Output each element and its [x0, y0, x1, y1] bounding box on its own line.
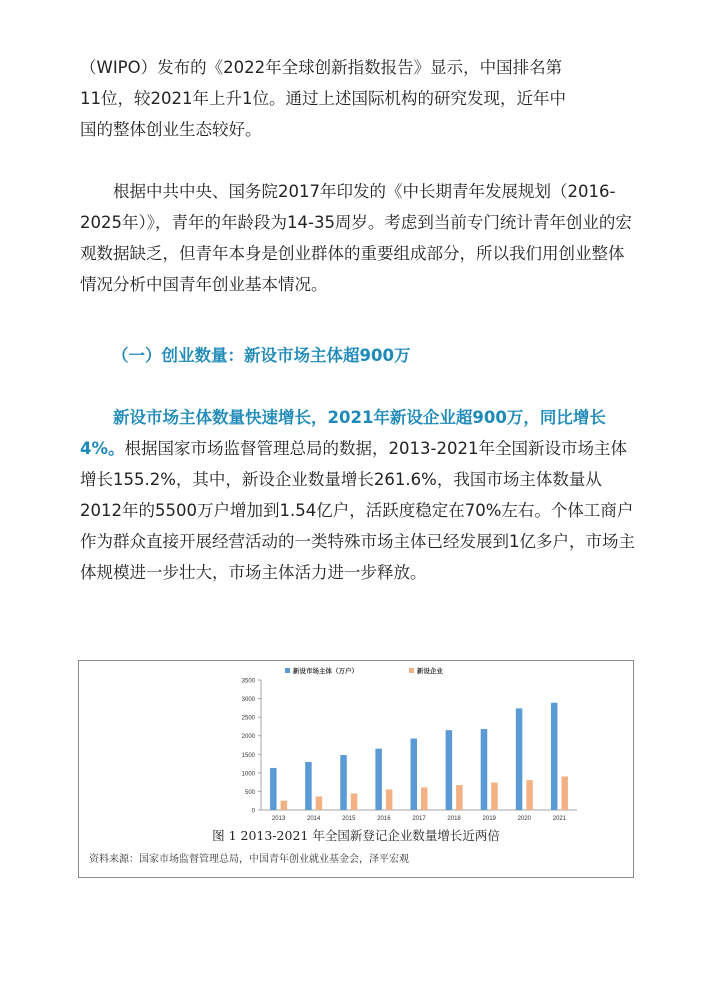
- intro-line: 国的整体创业生态较好。: [80, 120, 262, 139]
- bar-new-enterprises: [491, 783, 498, 810]
- bar-new-enterprises: [281, 801, 288, 810]
- x-tick-label: 2014: [306, 816, 321, 821]
- legend-swatch-new-enterprises: [409, 668, 414, 673]
- bar-new-enterprises: [351, 794, 358, 810]
- y-tick-label: 2000: [241, 734, 255, 741]
- y-tick-label: 0: [251, 808, 255, 815]
- legend-label-new-enterprises: 新设企业: [417, 668, 443, 675]
- bar-chart: [79, 661, 633, 821]
- y-tick-label: 2500: [241, 715, 255, 722]
- intro-paragraph: [80, 52, 640, 145]
- y-tick-label: 500: [244, 789, 255, 796]
- bar-market-entities: [270, 768, 277, 810]
- bar-market-entities: [340, 755, 347, 810]
- y-tick-label: 3000: [241, 697, 255, 704]
- figure-source: 资料来源：国家市场监督管理总局，中国青年创业就业基金会，泽平宏观: [89, 854, 409, 865]
- x-tick-label: 2020: [517, 816, 532, 821]
- bar-new-enterprises: [421, 787, 428, 810]
- bar-market-entities: [516, 708, 523, 810]
- bar-new-enterprises: [561, 776, 568, 810]
- chart-legend: [285, 666, 444, 675]
- bar-market-entities: [551, 703, 558, 810]
- bar-market-entities: [375, 749, 382, 810]
- bar-market-entities: [446, 730, 453, 810]
- chart-bars: [270, 703, 568, 810]
- highlight-lead: 新设市场主体数量快速增长，2021年新设企业超900万，同比增长4%。: [80, 408, 606, 458]
- y-tick-label: 1500: [241, 752, 255, 759]
- figure-box: [78, 660, 634, 878]
- figure-caption: 图 1 2013-2021 年全国新登记企业数量增长近两倍: [212, 828, 500, 843]
- x-tick-label: 2021: [552, 816, 567, 821]
- legend-swatch-market-entities: [285, 668, 290, 673]
- y-tick-label: 3500: [241, 678, 255, 685]
- market-growth-paragraph: [80, 402, 640, 588]
- intro-line: 11位，较2021年上升1位。通过上述国际机构的研究发现，近年中: [80, 89, 566, 108]
- youth-definition-paragraph: 根据中共中央、国务院2017年印发的《中长期青年发展规划（2016-2025年）》，青年的年龄段为14-35周岁。考虑到当前专门统计青年创业的宏观数据缺乏，但青年本身是创业群体的重要组成部分，所以我们用创业整体情况分析中国青年创业基本情况。: [80, 182, 632, 294]
- bar-market-entities: [305, 762, 312, 810]
- section-heading: （一）创业数量：新设市场主体超900万: [112, 346, 411, 365]
- x-tick-label: 2019: [482, 816, 496, 821]
- bar-market-entities: [411, 739, 418, 810]
- x-tick-label: 2017: [412, 816, 426, 821]
- intro-line: （WIPO）发布的《2022年全球创新指数报告》显示，中国排名第: [80, 58, 563, 77]
- x-tick-label: 2015: [342, 816, 356, 821]
- bar-market-entities: [481, 729, 488, 810]
- y-tick-label: 1000: [241, 771, 255, 778]
- legend-label-market-entities: 新设市场主体（万户）: [293, 668, 358, 675]
- x-tick-label: 2018: [447, 816, 461, 821]
- x-tick-label: 2016: [377, 816, 391, 821]
- x-tick-label: 2013: [271, 816, 286, 821]
- bar-new-enterprises: [526, 780, 533, 810]
- bar-new-enterprises: [316, 796, 323, 810]
- paragraph-body: 根据国家市场监督管理总局的数据，2013-2021年全国新设市场主体增长155.2%，其中，新设企业数量增长261.6%，我国市场主体数量从2012年的5500万户增加到1.54亿户，活跃度稳定在70%左右。个体工商户作为群众直接开展经营活动的一类特殊市场主体已经发展到1亿多户，市场主体规模进一步壮大，市场主体活力进一步释放。: [80, 439, 635, 582]
- bar-new-enterprises: [456, 785, 463, 810]
- bar-new-enterprises: [386, 789, 393, 810]
